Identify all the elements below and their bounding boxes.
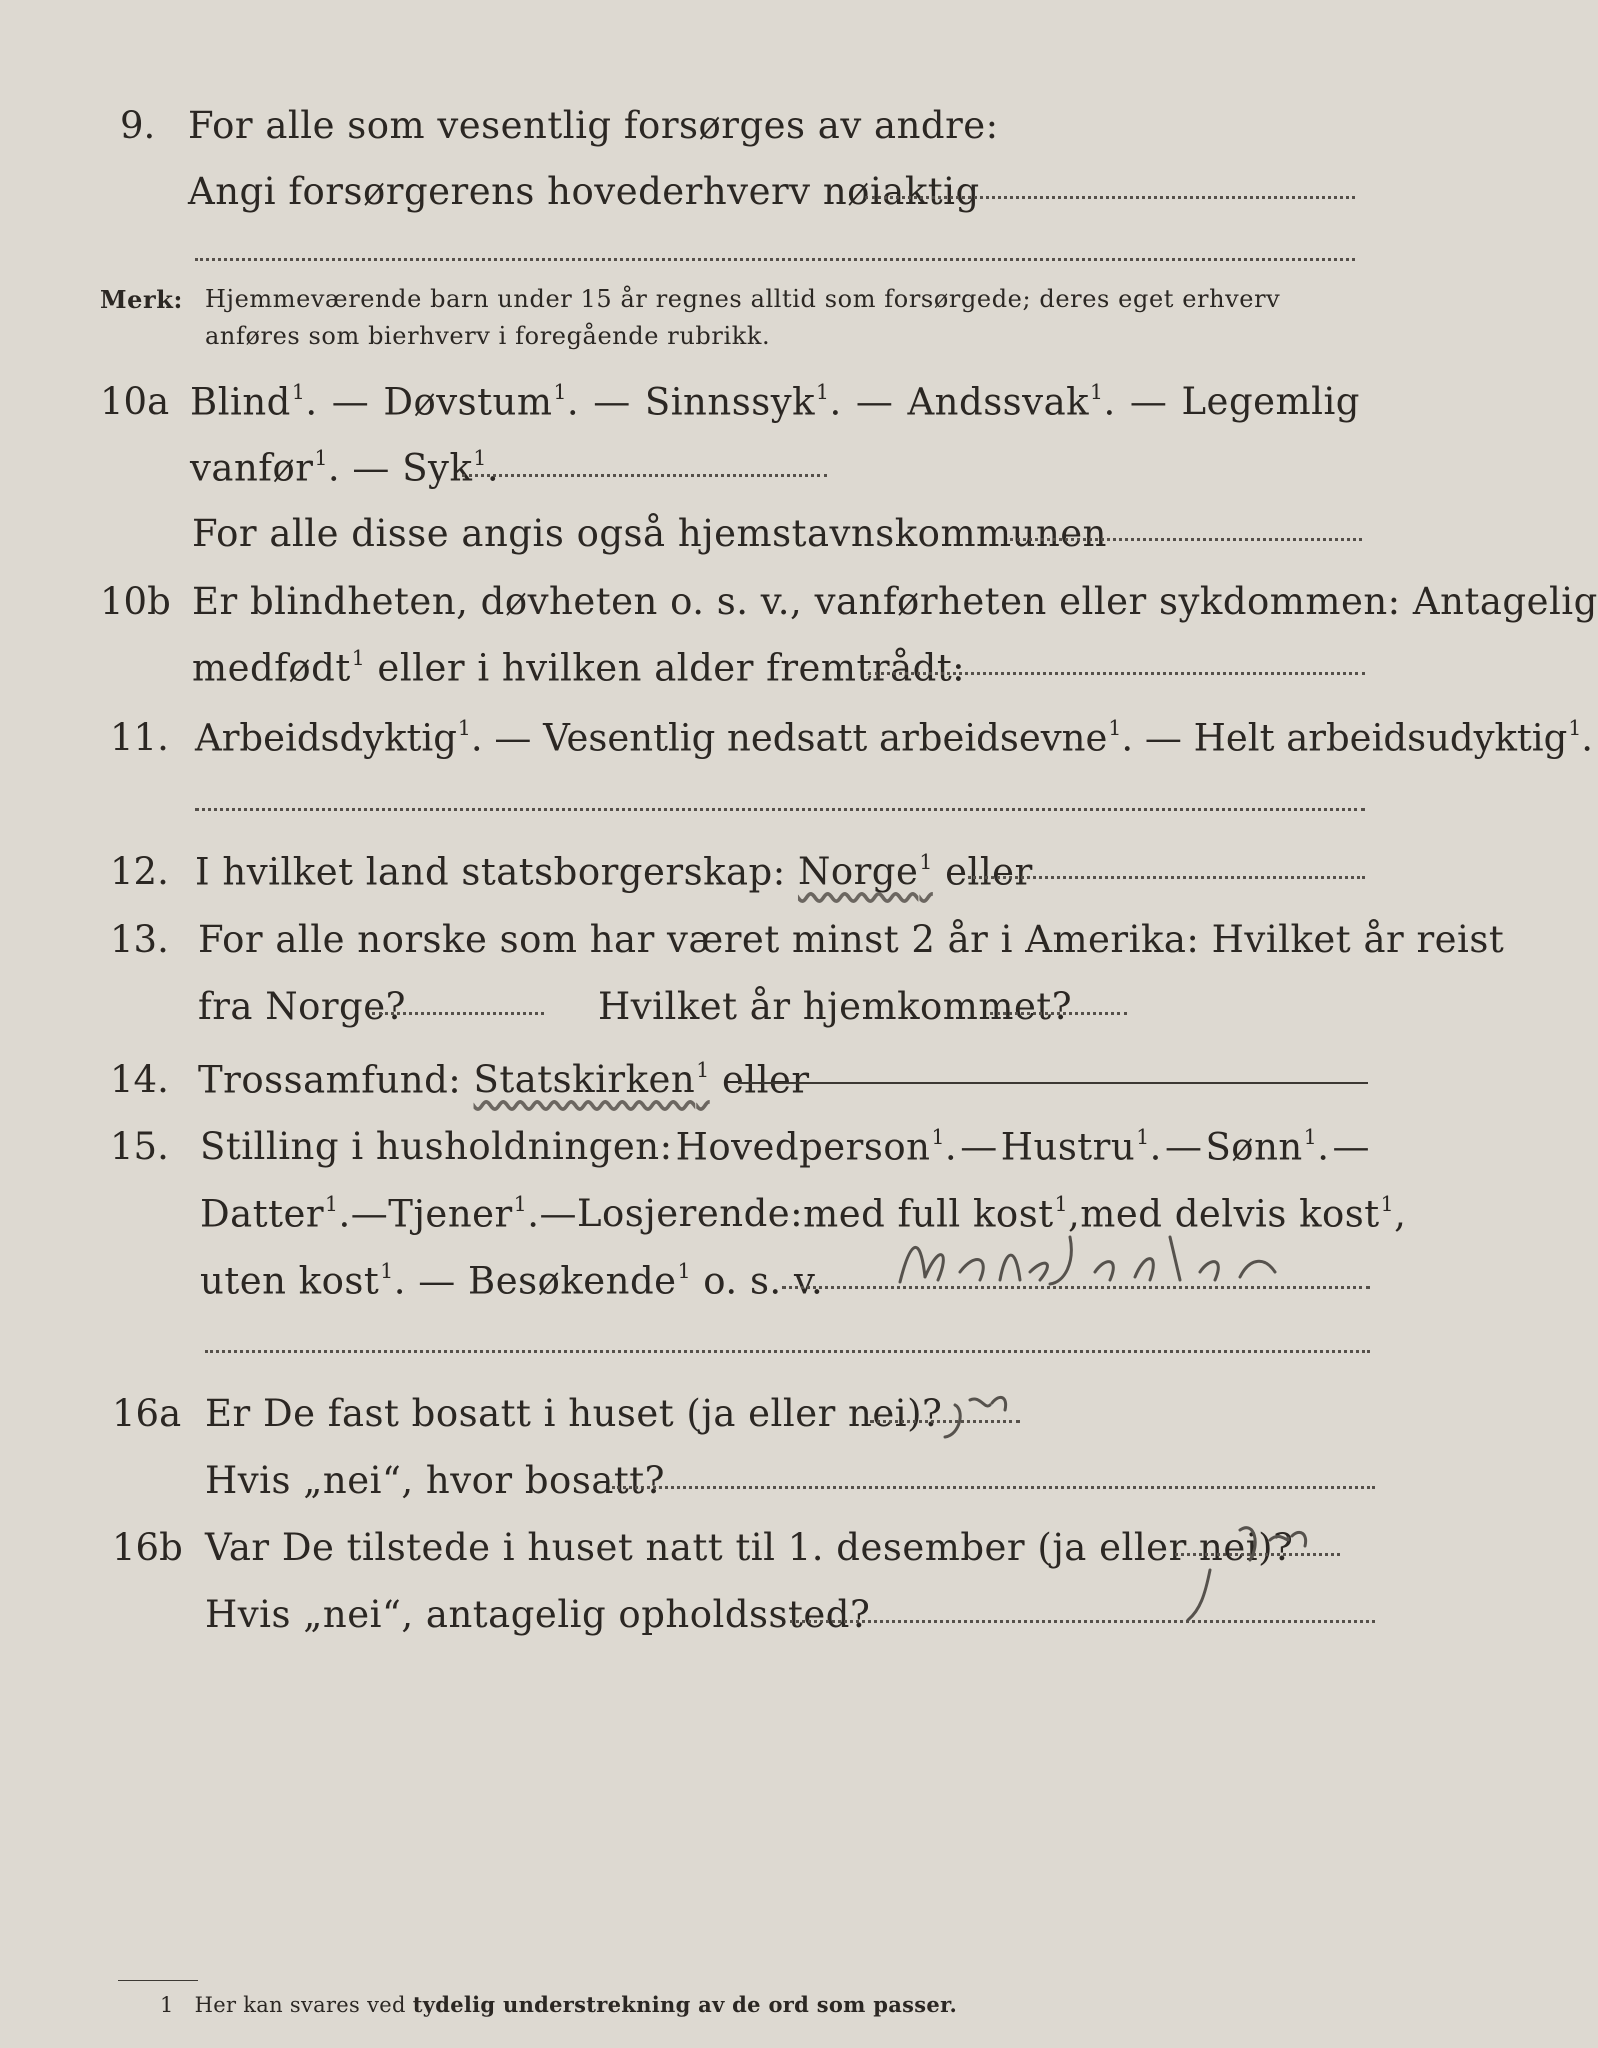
q10a-sinnssyk: Sinnssyk$^1$. xyxy=(644,380,842,424)
q10a-line1 xyxy=(190,380,1360,423)
q16a-bosatt-answer-line[interactable] xyxy=(612,1486,1375,1489)
q10b-number: 10b xyxy=(100,580,171,623)
q16b-opholdssted-answer-line[interactable] xyxy=(790,1620,1375,1623)
q16b-handwritten-mark xyxy=(1170,1560,1230,1630)
q14-statskirken-underlined: Statskirken$^1$ xyxy=(473,1058,710,1102)
q10a-syk-answer-line[interactable] xyxy=(462,474,827,477)
q13-number: 13. xyxy=(110,918,169,961)
q13-fra-norge: fra Norge? xyxy=(198,985,406,1028)
q10a-hjemstavn-answer-line[interactable] xyxy=(1010,538,1362,541)
q14-line: Trossamfund: Statskirken$^1$ eller xyxy=(198,1058,810,1102)
q10a-number: 10a xyxy=(100,380,170,423)
q15-number: 15. xyxy=(110,1125,169,1168)
merk-line1: Hjemmeværende barn under 15 år regnes alltid som forsørgede; deres eget erhverv xyxy=(205,285,1281,313)
q11-answer-line[interactable] xyxy=(195,808,1365,811)
merk-line2: anføres som bierhverv i foregående rubrikk. xyxy=(205,322,771,350)
footnote: 1 Her kan svares ved tydelig understrekning av de ord som passer. xyxy=(160,1992,958,2017)
q9-answer-line[interactable] xyxy=(865,196,1355,199)
dash: — xyxy=(331,380,370,423)
footnote-rule xyxy=(118,1980,198,1981)
dash: — xyxy=(855,380,894,423)
q16a-line2: Hvis „nei“, hvor bosatt? xyxy=(205,1459,665,1502)
q10a-andssvak: Andssvak$^1$. xyxy=(907,380,1116,424)
q10a-line2: vanfør$^1$. — Syk$^1$. xyxy=(190,446,500,490)
q11-line: Arbeidsdyktig$^1$. — Vesentlig nedsatt arbeidsevne$^1$. — Helt arbeidsudyktig$^1$. xyxy=(195,716,1594,760)
q15-line3: uten kost$^1$. — Besøkende$^1$ o. s. v. xyxy=(200,1259,824,1303)
dash: — xyxy=(1129,380,1168,423)
q10b-line1: Er blindheten, døvheten o. s. v., vanførheten eller sykdommen: Antagelig xyxy=(192,580,1598,623)
q10a-dovstum: Døvstum$^1$. xyxy=(383,380,580,424)
q9-answer-line-2[interactable] xyxy=(195,258,1355,261)
q16a-handwritten-answer xyxy=(930,1365,1040,1445)
q12-number: 12. xyxy=(110,850,169,893)
q15-line2: Datter$^1$. — Tjener$^1$. — Losjerende: med full kost$^1$, med delvis kost$^1$, xyxy=(200,1192,1407,1236)
q15-answer-line-2[interactable] xyxy=(205,1350,1370,1353)
footnote-mark: 1 xyxy=(160,1993,174,2017)
q9-line2: Angi forsørgerens hovederhverv nøiaktig xyxy=(188,170,980,213)
q15-line1: Stilling i husholdningen: Hovedperson$^1$. — Hustru$^1$. — Sønn$^1$. — xyxy=(200,1125,1370,1169)
q12-line: I hvilket land statsborgerskap: Norge$^1$ eller xyxy=(195,850,1033,894)
q16b-number: 16b xyxy=(112,1526,183,1569)
merk-label: Merk: xyxy=(100,285,183,314)
q13-hjemkommet: Hvilket år hjemkommet? xyxy=(598,985,1073,1028)
q13-reist-answer-line[interactable] xyxy=(372,1012,544,1015)
q11-number: 11. xyxy=(110,716,169,759)
q13-hjemkommet-answer-line[interactable] xyxy=(990,1012,1127,1015)
q10b-answer-line[interactable] xyxy=(868,672,1365,675)
q16a-line1: Er De fast bosatt i huset (ja eller nei)? xyxy=(205,1392,943,1435)
q13-line1: For alle norske som har været minst 2 år i Amerika: Hvilket år reist xyxy=(198,918,1505,961)
q16a-number: 16a xyxy=(112,1392,182,1435)
q15-handwritten-answer xyxy=(880,1222,1320,1302)
q12-norge-underlined: Norge$^1$ xyxy=(797,850,933,894)
q16b-line2: Hvis „nei“, antagelig opholdssted? xyxy=(205,1593,871,1636)
q14-number: 14. xyxy=(110,1058,169,1101)
q14-answer-line[interactable] xyxy=(738,1082,1368,1084)
q16b-handwritten-answer xyxy=(1220,1500,1340,1580)
q9-number: 9. xyxy=(120,104,156,147)
q10a-legemlig: Legemlig xyxy=(1181,380,1360,423)
q10b-line2: medfødt$^1$ eller i hvilken alder fremtrådt: xyxy=(192,646,966,690)
q12-answer-line[interactable] xyxy=(968,876,1365,879)
q9-line1: For alle som vesentlig forsørges av andre: xyxy=(188,104,999,147)
q10a-line3: For alle disse angis også hjemstavnskommunen xyxy=(192,512,1108,555)
q10a-blind: Blind$^1$. xyxy=(190,380,318,424)
q16b-line1: Var De tilstede i huset natt til 1. desember (ja eller nei)? xyxy=(205,1526,1294,1569)
dash: — xyxy=(593,380,631,423)
